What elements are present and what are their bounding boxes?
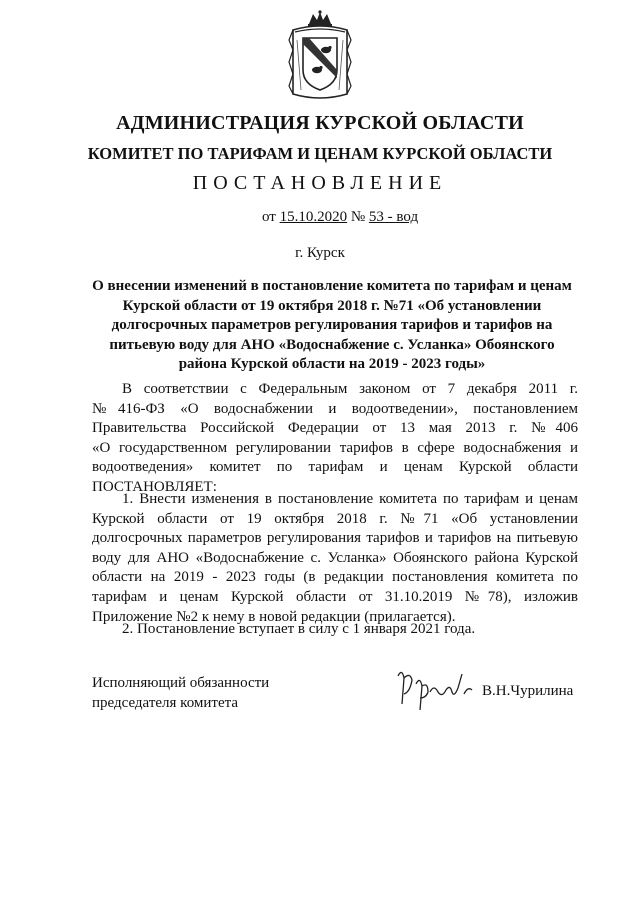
signatory-name: В.Н.Чурилина bbox=[482, 683, 574, 699]
committee-title: КОМИТЕТ ПО ТАРИФАМ И ЦЕНАМ КУРСКОЙ ОБЛАСТИ bbox=[87, 144, 553, 163]
paragraph-line: долгосрочных параметров регулирования тарифов и тарифов на питьевую bbox=[92, 530, 578, 547]
subject-line: О внесении изменений в постановление комитета по тарифам и ценам bbox=[92, 278, 572, 294]
paragraph-line: «О государственном регулировании тарифов в сфере водоснабжения и bbox=[92, 439, 578, 456]
paragraph-line: Приложение №2 к нему в новой редакции (прилагается). bbox=[92, 608, 456, 625]
paragraph-line: №416-ФЗ «О водоснабжении и водоотведении», постановлением bbox=[92, 400, 578, 417]
organization-title: АДМИНИСТРАЦИЯ КУРСКОЙ ОБЛАСТИ bbox=[116, 112, 524, 134]
paragraph-line: 2. Постановление вступает в силу с 1 января 2021 года. bbox=[122, 621, 476, 637]
date-prefix: от bbox=[262, 209, 276, 225]
subject-line: питьевую воду для АНО «Водоснабжение с. Усланка» Обоянского bbox=[109, 336, 555, 353]
paragraph-line: Правительства Российской Федерации от 13 мая 2013 г. №406 bbox=[92, 420, 578, 437]
preamble-paragraph bbox=[92, 380, 578, 498]
signatory-title-line: Исполняющий обязанности bbox=[92, 675, 270, 691]
document-number: 53 - вод bbox=[368, 209, 419, 225]
item-2-paragraph bbox=[92, 620, 578, 640]
paragraph-line: Курской области от 19 октября 2018 г. №71 «Об установлении bbox=[92, 510, 578, 527]
paragraph-line: 1. Внести изменения в постановление комитета по тарифам и ценам bbox=[122, 491, 578, 507]
subject-line: Курской области от 19 октября 2018 г. №71 «Об установлении bbox=[122, 297, 542, 314]
date-line bbox=[262, 209, 418, 226]
kursk-coat-of-arms-icon bbox=[287, 10, 353, 102]
city: г. Курск bbox=[295, 245, 345, 261]
paragraph-line: области на 2019 - 2023 годы (в редакции постановления комитета по bbox=[92, 569, 578, 586]
paragraph-line: воду для АНО «Водоснабжение с. Усланка» Обоянского района Курской bbox=[92, 549, 578, 566]
handwritten-signature bbox=[392, 664, 478, 714]
signatory-title-line: председателя комитета bbox=[92, 695, 239, 711]
paragraph-line: В соответствии с Федеральным законом от 7 декабря 2011 г. bbox=[122, 381, 578, 397]
number-sign: № bbox=[350, 209, 366, 225]
document-date: 15.10.2020 bbox=[279, 209, 348, 225]
signatory-title bbox=[92, 673, 269, 713]
paragraph-line: водоотведения» комитет по тарифам и ценам Курской области bbox=[92, 459, 578, 476]
document-subject bbox=[86, 277, 578, 375]
paragraph-line: ПОСТАНОВЛЯЕТ: bbox=[92, 478, 217, 495]
document-type: ПОСТАНОВЛЕНИЕ bbox=[192, 172, 448, 194]
subject-line: района Курской области на 2019 - 2023 годы» bbox=[178, 356, 486, 373]
paragraph-line: тарифам и ценам Курской области от 31.10.2019 №78), изложив bbox=[92, 588, 578, 605]
subject-line: долгосрочных параметров регулирования тарифов и тарифов на bbox=[111, 317, 553, 334]
item-1-paragraph bbox=[92, 490, 578, 627]
